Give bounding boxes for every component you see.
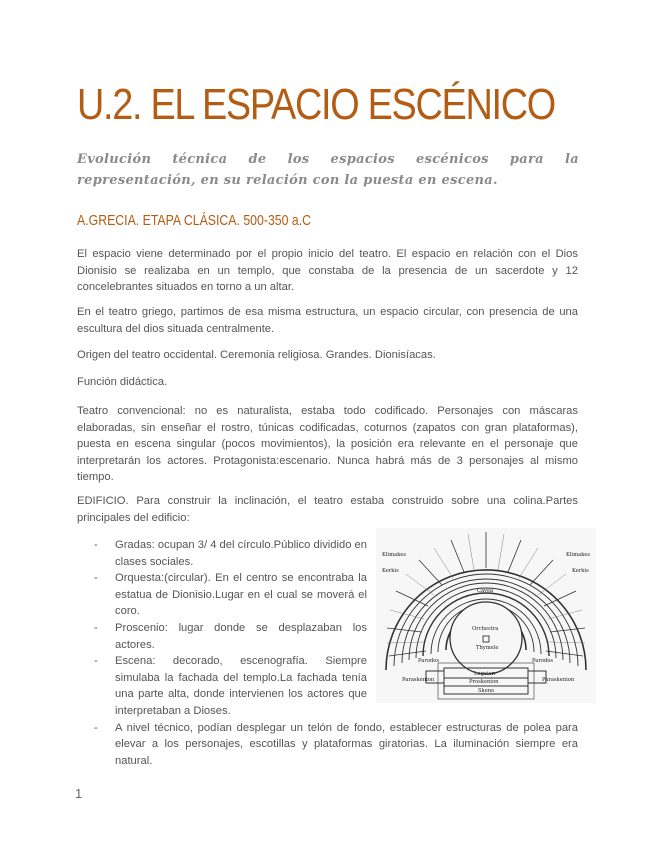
label-orchestra: Orchestra bbox=[472, 626, 499, 632]
label-kerkis-left: Kerkis bbox=[382, 568, 399, 574]
label-proskenion: Proskenion bbox=[469, 679, 499, 685]
paragraph-2: En el teatro griego, partimos de esa misma estructura, un espacio circular, con presencia de una escultura del dios situada centralmente. bbox=[77, 306, 578, 335]
label-cavea: Cavea bbox=[477, 588, 494, 594]
label-thymele: Thymele bbox=[476, 645, 499, 651]
label-kerkis-right: Kerkis bbox=[572, 568, 589, 574]
label-parodos-left: Parodos bbox=[418, 658, 440, 664]
page-subtitle: Evolución técnica de los espacios escénicos para la representación, en su relación con la puesta en escena. bbox=[77, 152, 579, 188]
label-logeion: Logeion bbox=[474, 671, 496, 677]
page-title: U.2. EL ESPACIO ESCÉNICO bbox=[77, 80, 555, 129]
label-paraskenion-right: Paraskenion bbox=[542, 677, 575, 683]
list-item: - Orquesta:(circular). En el centro se encontraba la estatua de Dionisio.Lugar en el cual se moverá el coro. bbox=[77, 570, 367, 620]
label-parodos-right: Parodos bbox=[532, 658, 554, 664]
paragraph-3: Origen del teatro occidental. Ceremonia religiosa. Grandes. Dionisíacas. bbox=[77, 349, 436, 361]
greek-theatre-diagram bbox=[376, 528, 596, 703]
section-heading: A.GRECIA. ETAPA CLÁSICA. 500-350 a.C bbox=[77, 212, 312, 229]
list-item: - A nivel técnico, podían desplegar un telón de fondo, establecer estructuras de polea para elevar a los personajes, escotillas y plataformas giratorias. La iluminación siempre era natural. bbox=[77, 720, 578, 770]
paragraph-1: El espacio viene determinado por el propio inicio del teatro. El espacio en relación con el Dios Dionisio se realizaba en un templo, que constaba de la presencia de un sacerdote y 12 concelebrantes situados en torno a un altar. bbox=[77, 248, 578, 294]
list-item: - Gradas: ocupan 3/ 4 del círculo.Público dividido en clases sociales. bbox=[77, 537, 367, 570]
label-klimakes-left: Klimakes bbox=[382, 552, 407, 558]
paragraph-4: Función didáctica. bbox=[77, 376, 168, 388]
list-item: - Proscenio: lugar donde se desplazaban los actores. bbox=[77, 620, 367, 653]
paragraph-6: EDIFICIO. Para construir la inclinación, el teatro estaba construido sobre una colina.Partes principales del edificio: bbox=[77, 495, 578, 524]
list-item: - Escena: decorado, escenografía. Siempre simulaba la fachada del templo.La fachada tenía una parte alta, donde intervienen los actores que interpretaban a Dioses. bbox=[77, 653, 367, 719]
paragraph-5: Teatro convencional: no es naturalista, estaba todo codificado. Personajes con máscaras elaboradas, sin enseñar el rostro, túnicas codificadas, coturnos (zapatos con gran plataformas), puesta en escena singular (pocos movimientos), la posición era relevante en el personaje que interpretarán los actores. Protagonista:escenario. Nunca habrá más de 3 personajes al mismo tiempo. bbox=[77, 405, 578, 484]
label-skene: Skene bbox=[478, 688, 495, 694]
label-klimakes-right: Klimakes bbox=[566, 552, 591, 558]
page-number: 1 bbox=[75, 786, 83, 801]
theatre-plan-image bbox=[376, 528, 596, 703]
label-paraskenion-left: Paraskenion bbox=[402, 677, 435, 683]
